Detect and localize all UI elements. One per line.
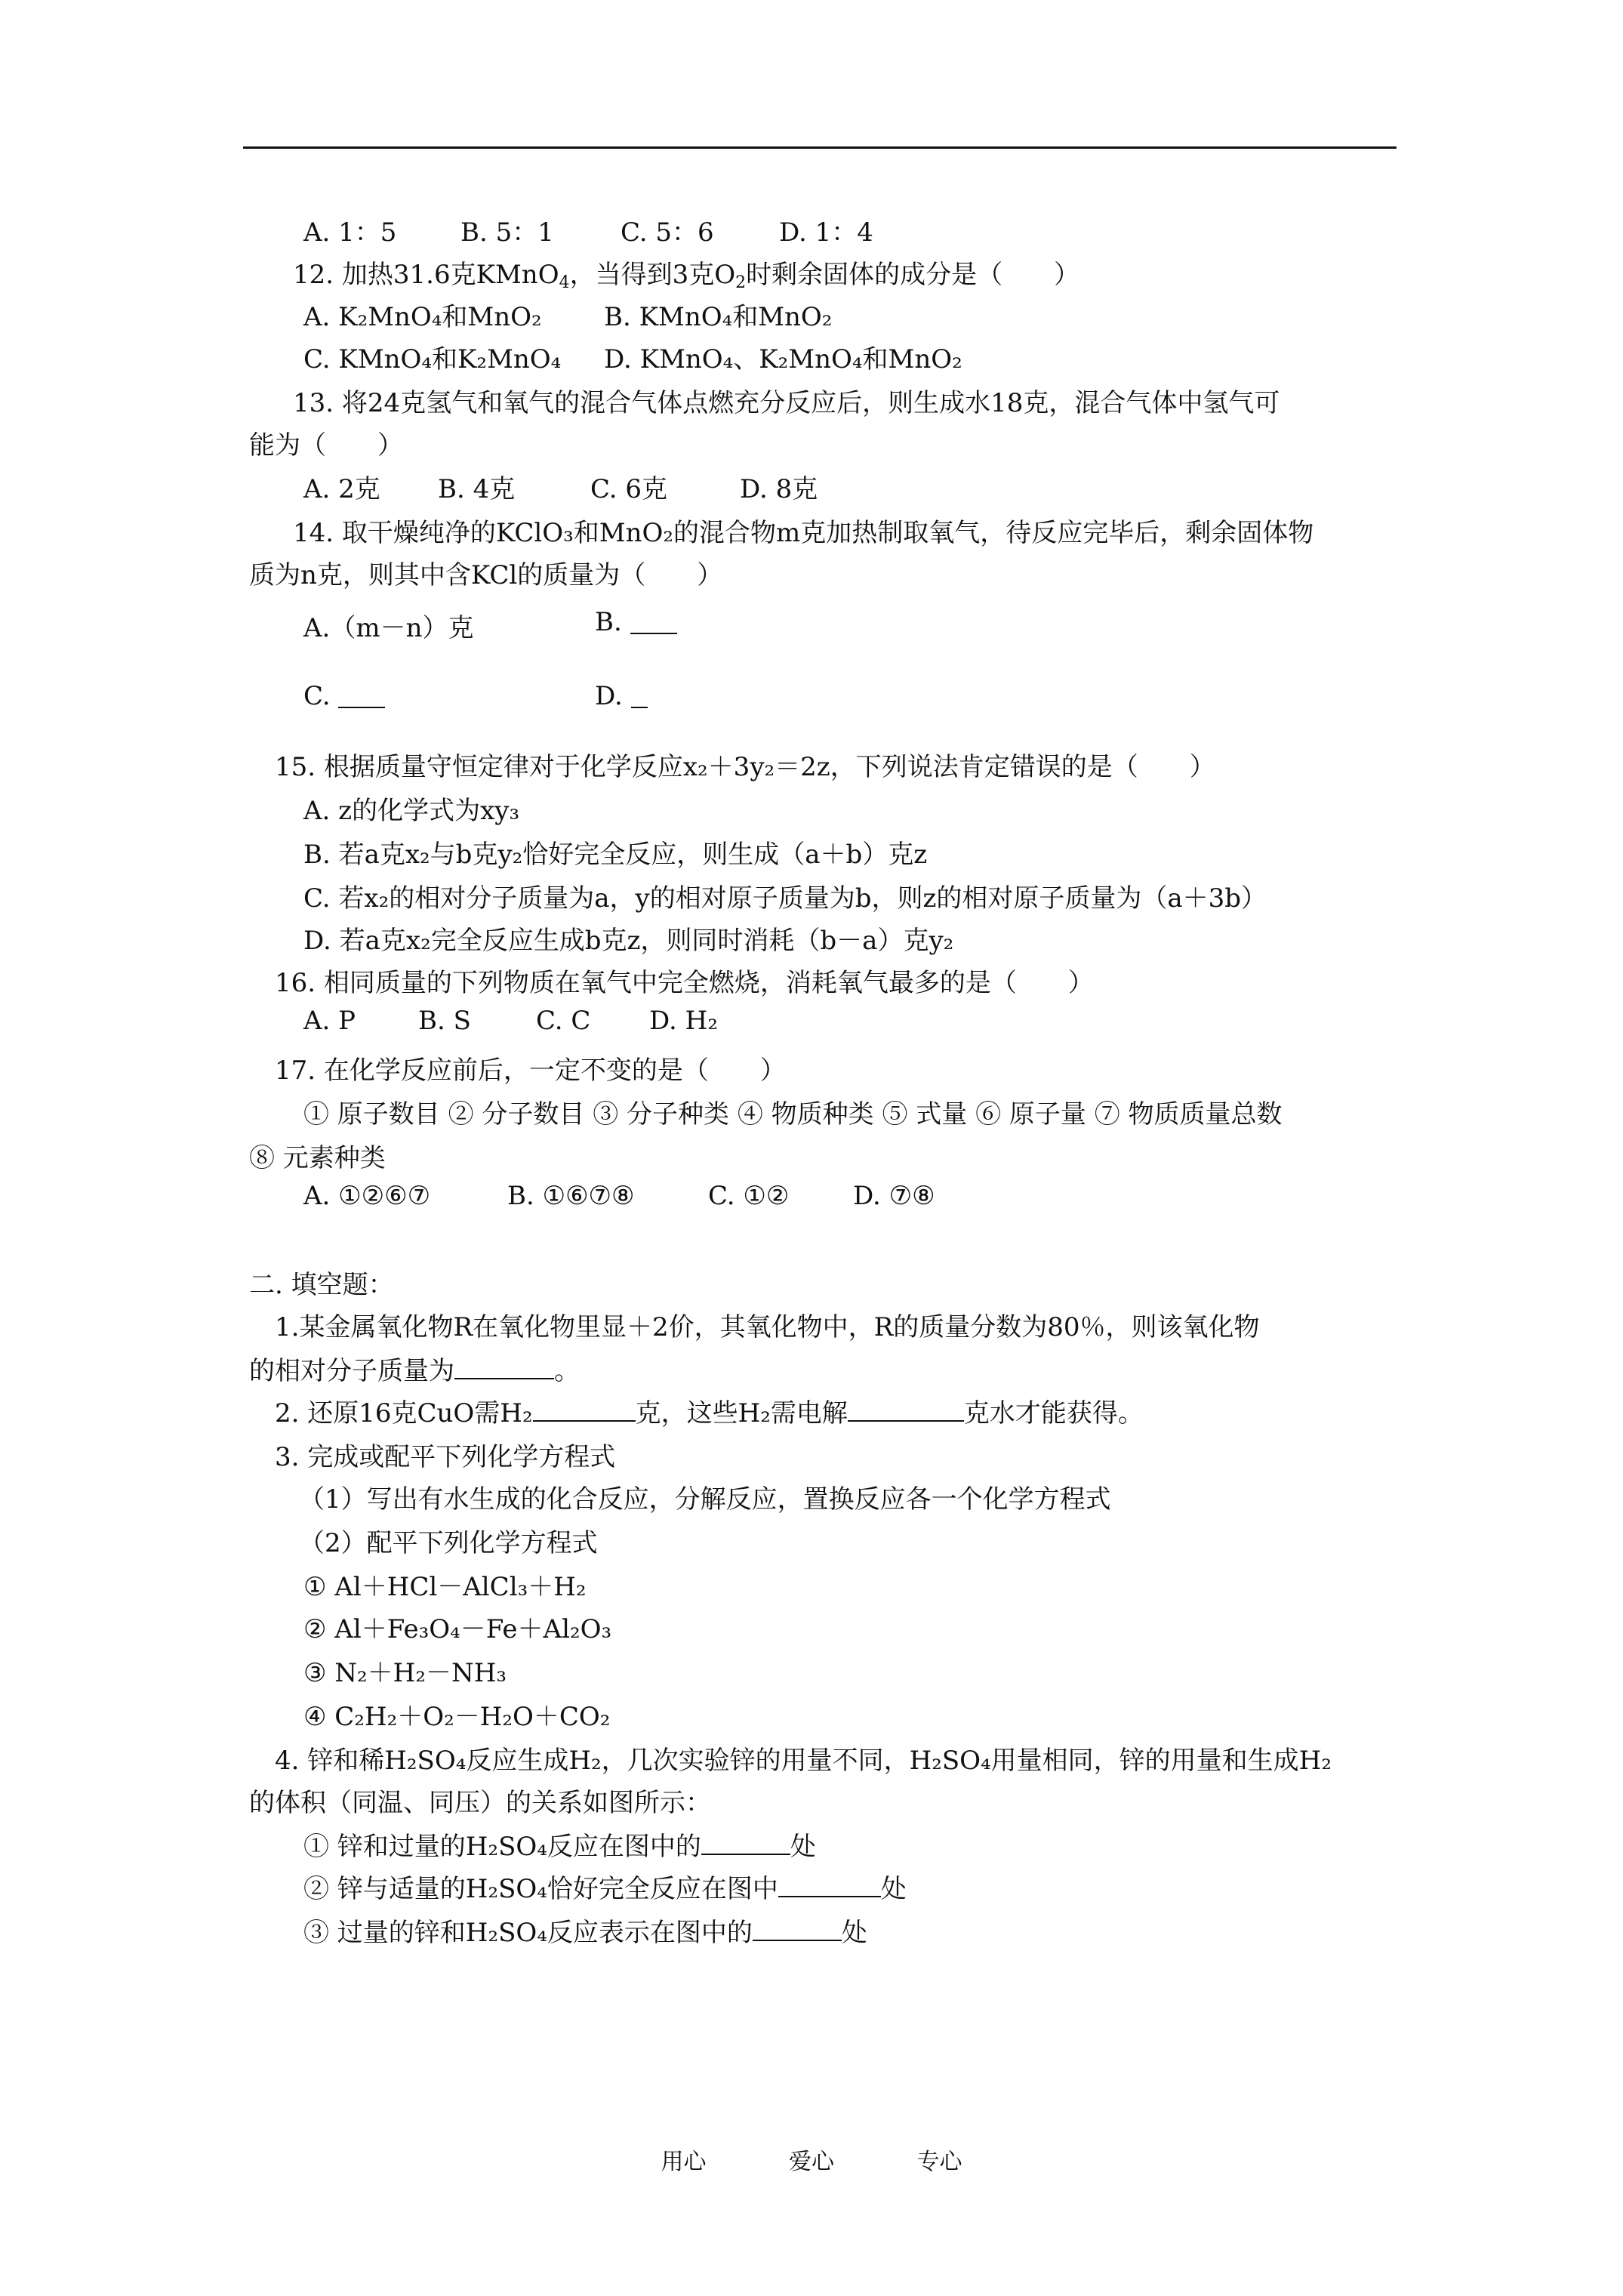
q14-stem-line1: 14. 取干燥纯净的KClO₃和MnO₂的混合物m克加热制取氧气，待反应完毕后，剩余固体物 xyxy=(293,518,1314,548)
fill2: 2. 还原16克CuO需H₂ 克，这些H₂需电解 克水才能获得。 xyxy=(275,1398,1144,1428)
fill3-part1: （1）写出有水生成的化合反应，分解反应，置换反应各一个化学方程式 xyxy=(299,1484,1111,1515)
q15-option-a: A. z的化学式为xy₃ xyxy=(303,796,520,826)
fill2-blank-1[interactable] xyxy=(533,1398,636,1422)
q14-stem-line2: 质为n克，则其中含KCl的质量为（ ） xyxy=(249,560,723,590)
q17-option-c: C. ①② xyxy=(708,1181,790,1211)
fill1-line2: 的相对分子质量为 。 xyxy=(249,1356,580,1386)
q17-option-d: D. ⑦⑧ xyxy=(853,1181,935,1211)
fill4-blank-1[interactable] xyxy=(701,1831,790,1855)
q15-option-d: D. 若a克x₂完全反应生成b克z，则同时消耗（b－a）克y₂ xyxy=(303,926,954,956)
q14-option-a: A.（m－n）克 xyxy=(303,613,474,643)
q16-option-c: C. C xyxy=(536,1006,591,1036)
equation-1: ① Al＋HCl－AlCl₃＋H₂ xyxy=(303,1572,587,1602)
page-footer xyxy=(0,2143,1623,2176)
q17-option-b: B. ①⑥⑦⑧ xyxy=(507,1181,635,1211)
q14-option-c: C. xyxy=(303,681,385,711)
q15-stem: 15. 根据质量守恒定律对于化学反应x₂＋3y₂＝2z，下列说法肯定错误的是（ ） xyxy=(275,752,1215,782)
q17-option-a: A. ①②⑥⑦ xyxy=(303,1181,431,1211)
q11-option-b: B. 5：1 xyxy=(460,217,554,248)
fill1-line1: 1.某金属氧化物R在氧化物里显＋2价，其氧化物中，R的质量分数为80％，则该氧化物 xyxy=(275,1312,1260,1342)
fill4-line1: 4. 锌和稀H₂SO₄反应生成H₂，几次实验锌的用量不同，H₂SO₄用量相同，锌的用量和生成H₂ xyxy=(275,1746,1332,1776)
fill4-item1: ① 锌和过量的H₂SO₄反应在图中的 处 xyxy=(303,1832,816,1862)
q13-option-b: B. 4克 xyxy=(438,474,516,504)
q13-option-a: A. 2克 xyxy=(303,474,380,504)
fill3-part2: （2）配平下列化学方程式 xyxy=(299,1528,598,1558)
q14-option-b-fraction xyxy=(630,613,677,634)
q14-option-d: D. xyxy=(595,681,648,711)
q17-items-line1: ① 原子数目 ② 分子数目 ③ 分子种类 ④ 物质种类 ⑤ 式量 ⑥ 原子量 ⑦ 物质质量总数 xyxy=(303,1099,1283,1130)
q12-option-d: D. KMnO₄、K₂MnO₄和MnO₂ xyxy=(604,344,962,374)
q13-stem-line2: 能为（ ） xyxy=(249,430,403,461)
q11-option-c: C. 5：6 xyxy=(621,217,714,248)
fill4-line2: 的体积（同温、同压）的关系如图所示： xyxy=(249,1788,711,1818)
q14-option-c-fraction xyxy=(338,687,385,708)
q17-stem: 17. 在化学反应前后，一定不变的是（ ） xyxy=(275,1056,786,1086)
q12-option-c: C. KMnO₄和K₂MnO₄ xyxy=(303,344,562,374)
q12-stem: 12. 加热31.6克KMnO$_4$，当得到3克$O_2$时剩余固体的成分是（ ） xyxy=(293,260,1080,292)
q13-stem-line1: 13. 将24克氢气和氧气的混合气体点燃充分反应后，则生成水18克，混合气体中氢气可 xyxy=(293,388,1280,418)
fill3-heading: 3. 完成或配平下列化学方程式 xyxy=(275,1442,616,1472)
q16-option-d: D. H₂ xyxy=(649,1006,718,1036)
section2-heading: 二. 填空题： xyxy=(249,1270,394,1300)
q15-option-c: C. 若x₂的相对分子质量为a，y的相对原子质量为b，则z的相对原子质量为（a＋3b） xyxy=(303,883,1267,914)
equation-4: ④ C₂H₂＋O₂－H₂O＋CO₂ xyxy=(303,1702,611,1732)
q12-option-a: A. K₂MnO₄和MnO₂ xyxy=(303,302,542,332)
fill1-blank[interactable] xyxy=(454,1355,554,1379)
q17-items-line2: ⑧ 元素种类 xyxy=(249,1143,386,1173)
footer-item-2: 爱心 xyxy=(789,2149,834,2175)
q13-option-d: D. 8克 xyxy=(740,474,818,504)
q13-option-c: C. 6克 xyxy=(590,474,668,504)
fill2-blank-2[interactable] xyxy=(848,1398,964,1422)
q16-stem: 16. 相同质量的下列物质在氧气中完全燃烧，消耗氧气最多的是（ ） xyxy=(275,968,1094,998)
equation-2: ② Al＋Fe₃O₄－Fe＋Al₂O₃ xyxy=(303,1614,612,1644)
fill4-blank-2[interactable] xyxy=(778,1873,881,1897)
equation-3: ③ N₂＋H₂－NH₃ xyxy=(303,1658,507,1688)
q12-option-b: B. KMnO₄和MnO₂ xyxy=(604,302,833,332)
footer-item-1: 用心 xyxy=(661,2149,707,2175)
q14-option-b: B. xyxy=(595,607,677,637)
q16-option-b: B. S xyxy=(418,1006,471,1036)
q14-option-d-fraction xyxy=(631,687,648,708)
q11-option-a: A. 1：5 xyxy=(303,217,397,248)
header-rule xyxy=(243,146,1397,149)
q11-option-d: D. 1：4 xyxy=(779,217,873,248)
footer-item-3: 专心 xyxy=(916,2149,962,2175)
fill4-blank-3[interactable] xyxy=(753,1917,842,1941)
fill4-item3: ③ 过量的锌和H₂SO₄反应表示在图中的 处 xyxy=(303,1918,867,1948)
q16-option-a: A. P xyxy=(303,1006,356,1036)
fill4-item2: ② 锌与适量的H₂SO₄恰好完全反应在图中 处 xyxy=(303,1874,907,1904)
q15-option-b: B. 若a克x₂与b克y₂恰好完全反应，则生成（a＋b）克z xyxy=(303,840,928,870)
